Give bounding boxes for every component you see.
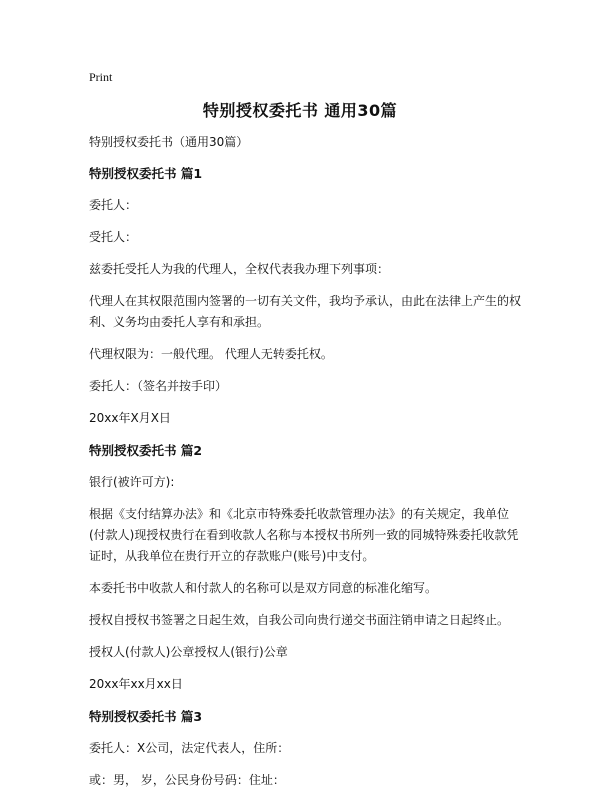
page-title: 特别授权委托书 通用30篇 bbox=[202, 101, 398, 120]
section2-line-2: 根据《支付结算办法》和《北京市特殊委托收款管理办法》的有关规定，我单位(付款人)现授权贵行在看到收款人名称与本授权书所列一致的同城特殊委托收款凭证时，从我单位在贵行开立的存款账户(账号)中支付。 bbox=[89, 507, 519, 563]
section1-line-3: 兹委托受托人为我的代理人，全权代表我办理下列事项： bbox=[89, 262, 390, 276]
section2-line-4: 授权自授权书签署之日起生效，自我公司向贵行递交书面注销申请之日起终止。 bbox=[89, 613, 510, 627]
section-heading-2: 特别授权委托书 篇2 bbox=[89, 443, 203, 458]
print-link[interactable]: Print bbox=[89, 70, 113, 84]
section3-line-1: 委托人：X公司，法定代表人，住所： bbox=[89, 741, 290, 755]
section2-line-3: 本委托书中收款人和付款人的名称可以是双方同意的标准化缩写。 bbox=[89, 581, 438, 595]
section3-line-2: 或：男， 岁，公民身份号码：住址： bbox=[89, 773, 285, 787]
section1-line-5: 代理权限为：一般代理。 代理人无转委托权。 bbox=[89, 347, 333, 361]
section-heading-3: 特别授权委托书 篇3 bbox=[89, 709, 203, 724]
section1-line-6: 委托人：（签名并按手印） bbox=[89, 379, 228, 393]
section1-line-1: 委托人： bbox=[89, 198, 138, 212]
document-subtitle: 特别授权委托书（通用30篇） bbox=[89, 135, 249, 149]
section1-line-4: 代理人在其权限范围内签署的一切有关文件，我均予承认，由此在法律上产生的权利、义务均由委托人享有和承担。 bbox=[89, 294, 522, 329]
section-heading-1: 特别授权委托书 篇1 bbox=[89, 166, 203, 181]
section2-date: 20xx年xx月xx日 bbox=[89, 677, 183, 691]
section1-line-2: 受托人： bbox=[89, 230, 138, 244]
section1-date: 20xx年X月X日 bbox=[89, 411, 171, 425]
section2-line-5: 授权人(付款人)公章授权人(银行)公章 bbox=[89, 645, 288, 659]
document-body bbox=[89, 132, 521, 802]
section2-line-1: 银行(被许可方): bbox=[89, 475, 175, 489]
